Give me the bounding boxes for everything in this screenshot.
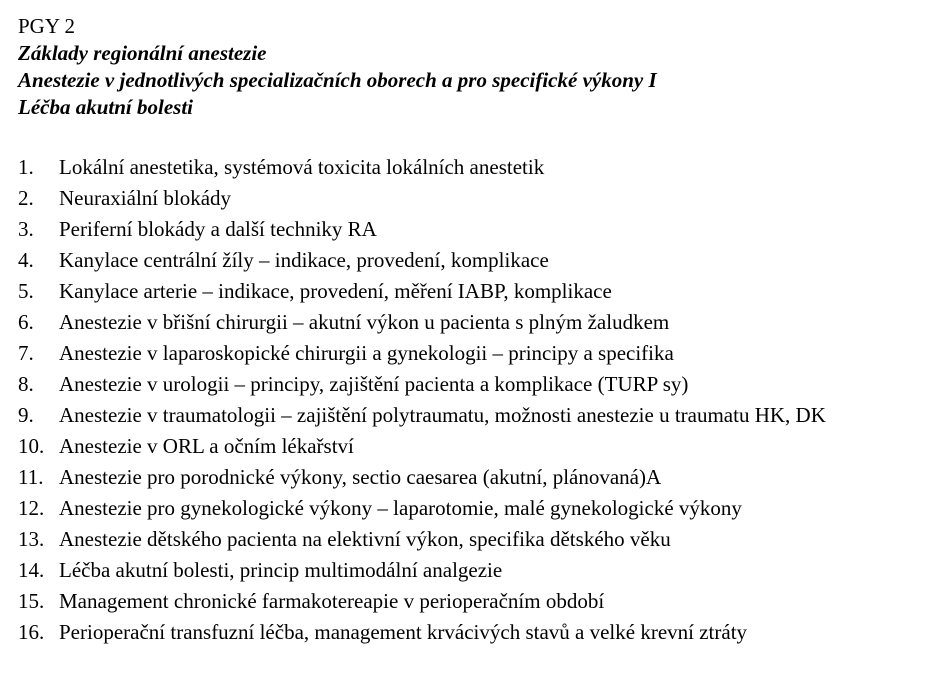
item-text: Kanylace centrální žíly – indikace, provedení, komplikace <box>59 248 549 272</box>
item-text: Anestezie dětského pacienta na elektivní výkon, specifika dětského věku <box>59 527 671 551</box>
document-page <box>18 13 944 644</box>
item-text: Anestezie v břišní chirurgii – akutní výkon u pacienta s plným žaludkem <box>59 310 670 334</box>
list-item <box>18 617 944 648</box>
item-number: 10. <box>18 434 45 458</box>
list-item <box>18 369 944 400</box>
item-number: 3. <box>18 217 34 241</box>
list-item <box>18 524 944 555</box>
list-item <box>18 338 944 369</box>
list-item <box>18 214 944 245</box>
item-text: Neuraxiální blokády <box>59 186 232 210</box>
topic-list <box>18 152 944 648</box>
item-text: Anestezie v urologii – principy, zajištění pacienta a komplikace (TURP sy) <box>59 372 689 396</box>
level-heading: PGY 2 <box>18 14 75 38</box>
list-item <box>18 245 944 276</box>
item-number: 14. <box>18 558 45 582</box>
subject-heading: Základy regionální anestezie <box>18 41 267 65</box>
list-item <box>18 493 944 524</box>
item-number: 15. <box>18 589 45 613</box>
item-number: 2. <box>18 186 34 210</box>
list-item <box>18 183 944 214</box>
list-item <box>18 462 944 493</box>
list-item <box>18 152 944 183</box>
item-text: Lokální anestetika, systémová toxicita lokálních anestetik <box>59 155 545 179</box>
item-number: 12. <box>18 496 45 520</box>
item-number: 1. <box>18 155 34 179</box>
list-item <box>18 307 944 338</box>
item-text: Periferní blokády a další techniky RA <box>59 217 377 241</box>
list-item <box>18 276 944 307</box>
item-number: 8. <box>18 372 34 396</box>
item-text: Anestezie v ORL a očním lékařství <box>59 434 354 458</box>
list-item <box>18 400 944 431</box>
list-item <box>18 586 944 617</box>
item-text: Anestezie pro gynekologické výkony – laparotomie, malé gynekologické výkony <box>59 496 742 520</box>
item-text: Management chronické farmakotereapie v perioperačním období <box>59 589 605 613</box>
item-text: Anestezie pro porodnické výkony, sectio caesarea (akutní, plánovaná)A <box>59 465 662 489</box>
item-number: 13. <box>18 527 45 551</box>
item-number: 4. <box>18 248 34 272</box>
item-text: Perioperační transfuzní léčba, management krvácivých stavů a velké krevní ztráty <box>59 620 748 644</box>
item-number: 11. <box>18 465 44 489</box>
list-item <box>18 431 944 462</box>
item-text: Kanylace arterie – indikace, provedení, měření IABP, komplikace <box>59 279 612 303</box>
list-item <box>18 555 944 586</box>
item-text: Anestezie v traumatologii – zajištění polytraumatu, možnosti anestezie u traumatu HK, DK <box>59 403 826 427</box>
item-number: 5. <box>18 279 34 303</box>
item-number: 7. <box>18 341 34 365</box>
subject-heading: Anestezie v jednotlivých specializačních oborech a pro specifické výkony I <box>18 68 657 92</box>
item-number: 6. <box>18 310 34 334</box>
subject-heading: Léčba akutní bolesti <box>18 95 193 119</box>
item-number: 16. <box>18 620 45 644</box>
item-text: Léčba akutní bolesti, princip multimodální analgezie <box>59 558 503 582</box>
item-number: 9. <box>18 403 34 427</box>
item-text: Anestezie v laparoskopické chirurgii a gynekologii – principy a specifika <box>59 341 674 365</box>
